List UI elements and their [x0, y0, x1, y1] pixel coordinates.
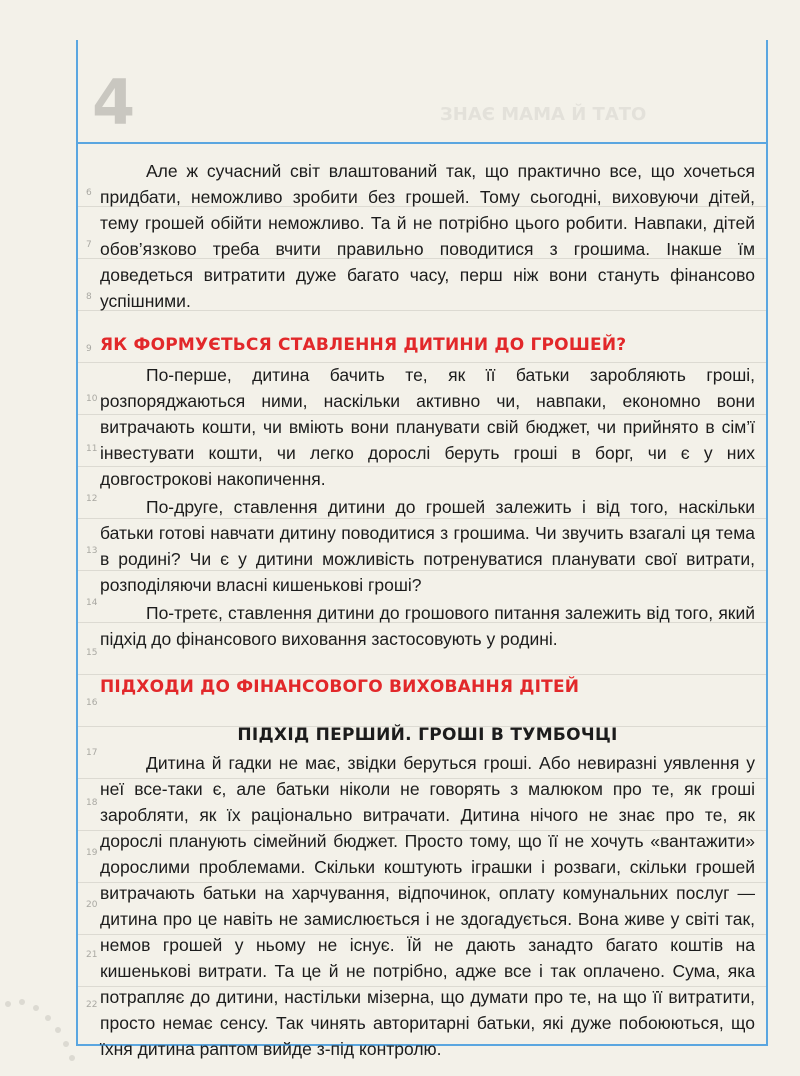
- line-number: 9: [86, 344, 92, 354]
- line-number: 10: [86, 394, 98, 404]
- page-content: [100, 158, 755, 1064]
- line-number: 15: [86, 648, 98, 658]
- line-number: 18: [86, 798, 98, 808]
- subsection-heading: ПІДХІД ПЕРШИЙ. ГРОШІ В ТУМБОЧЦІ: [237, 725, 618, 745]
- line-number: 11: [86, 444, 98, 454]
- decorative-dots: [0, 990, 80, 1070]
- header-rule: [76, 142, 768, 144]
- line-number: 12: [86, 494, 98, 504]
- line-number: 20: [86, 900, 98, 910]
- line-number: 13: [86, 546, 98, 556]
- line-number: 7: [86, 240, 92, 250]
- line-number: 17: [86, 748, 98, 758]
- intro-paragraph: Але ж сучасний світ влаштований так, що практично все, що хочеться придбати, неможливо зробити без грошей. Тому сьогодні, виховуючи дітей, тему грошей обійти неможливо. Та й не потрібно цього робити. Навпаки, дітей обов’язково треба вчити правильно поводитися з грошима. Інакше їм доведеться витратити дуже багато часу, перш ніж вони стануть фінансово успішними.: [100, 161, 755, 311]
- page-number: 4: [92, 66, 136, 139]
- line-number: 14: [86, 598, 98, 608]
- paragraph-approach-one: Дитина й гадки не має, звідки беруться гроші. Або невиразні уявлення у неї все-таки є, але батьки ніколи не говорять з малюком про те, як гроші заробляти, як їх раціонально витрачати. Дитина нічого не знає про те, як дорослі планують сімейний бюджет. Просто тому, що її не хочуть «вантажити» дорослими проблемами. Скільки коштують іграшки і розваги, скільки грошей витрачають батьки на харчування, відпочинок, оплату комунальних послуг — дитина про це навіть не замислюється і не здогадується. Вона живе у світі так, немов грошей у ньому не існує. Їй не дають занадто багато коштів на кишенькові витрати. Та це й не потрібно, адже все і так оплачено. Сума, яка потрапляє до дитини, настільки мізерна, що думати про те, на що її витратити, просто немає сенсу. Так чинять авторитарні батьки, які дуже побоюються, що їхня дитина раптом вийде з-під контролю.: [100, 753, 755, 1059]
- line-number: 21: [86, 950, 98, 960]
- section-heading: ЯК ФОРМУЄТЬСЯ СТАВЛЕННЯ ДИТИНИ ДО ГРОШЕЙ?: [100, 335, 627, 355]
- paragraph-third: По-третє, ставлення дитини до грошового питання залежить від того, який підхід до фінансового виховання застосовують у родині.: [100, 603, 755, 649]
- paragraph-first: По-перше, дитина бачить те, як її батьки заробляють гроші, розпоряджаються ними, наскільки активно чи, навпаки, економно вони витрачають кошти, чи вміють вони планувати свій бюджет, чи прийнято в сім’ї інвестувати кошти, чи легко дорослі беруть гроші в борг, чи є у них довгострокові накопичення.: [100, 365, 755, 489]
- paragraph-second: По-друге, ставлення дитини до грошей залежить і від того, наскільки батьки готові навчати дитину поводитися з грошима. Чи звучить взагалі ця тема в родині? Чи є у дитини можливість потренуватися планувати свої витрати, розподіляючи власні кишенькові гроші?: [100, 497, 755, 595]
- line-number: 16: [86, 698, 98, 708]
- line-number: 22: [86, 1000, 98, 1010]
- section-heading: ПІДХОДИ ДО ФІНАНСОВОГО ВИХОВАННЯ ДІТЕЙ: [100, 677, 580, 697]
- line-number: 19: [86, 848, 98, 858]
- line-number: 8: [86, 292, 92, 302]
- line-number: 6: [86, 188, 92, 198]
- running-title: ЗНАЄ МАМА Й ТАТО: [440, 104, 647, 125]
